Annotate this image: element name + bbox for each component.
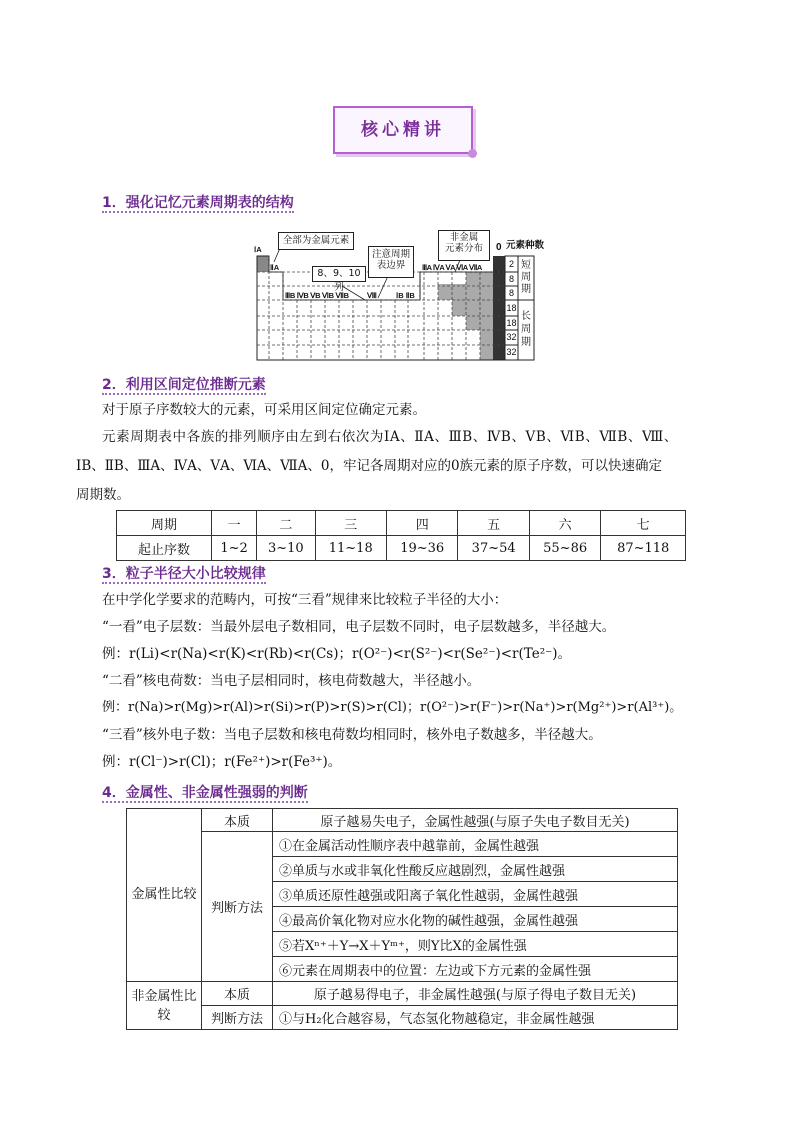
group-1a-label: ⅠA	[254, 245, 262, 254]
banner-title: 核心精讲	[361, 120, 445, 140]
metal-category: 金属性比较	[127, 809, 202, 982]
banner-dot-icon	[468, 149, 477, 158]
group-8-label: Ⅷ	[367, 291, 377, 300]
s2-paragraph-1: 对于原子序数较大的元素，可采用区间定位确定元素。	[102, 402, 426, 418]
table-row	[127, 1006, 678, 1030]
nonmetal-rule-1: ①与H₂化合越容易，气态氢化物越稳定，非金属性越强	[273, 1006, 678, 1030]
s2-paragraph-2c: 周期数。	[76, 487, 130, 503]
element-count-header: 元素种数	[506, 240, 545, 251]
count-period-4: 18	[506, 303, 517, 313]
callout-table-border: 注意周期 表边界	[368, 246, 414, 278]
period-4: 四	[386, 511, 457, 536]
s3-paragraph-3: “二看”核电荷数：当电子层相同时，核电荷数越大，半径越小。	[102, 673, 481, 689]
period-range-table	[116, 510, 686, 561]
metal-method-label: 判断方法	[202, 832, 273, 982]
halogen-column	[480, 272, 493, 360]
range-4: 19~36	[386, 536, 457, 561]
period-6: 六	[529, 511, 600, 536]
section-3-title: 3．粒子半径大小比较规律	[102, 566, 266, 582]
metal-essence: 原子越易失电子，金属性越强(与原子失电子数目无关)	[273, 809, 678, 832]
s3-example-2: 例：r(Na)>r(Mg)>r(Al)>r(Si)>r(P)>r(S)>r(Cl)；r(O²⁻)>r(F⁻)>r(Na⁺)>r(Mg²⁺)>r(Al³⁺)。	[102, 700, 683, 715]
table-row	[117, 536, 686, 561]
count-period-3: 8	[508, 288, 514, 298]
range-2: 3~10	[257, 536, 315, 561]
range-1: 1~2	[212, 536, 257, 561]
s3-example-1: 例：r(Li)<r(Na)<r(K)<r(Rb)<r(Cs)；r(O²⁻)<r(S²⁻)<r(Se²⁻)<r(Te²⁻)。	[102, 646, 572, 662]
nonmetal-essence-label: 本质	[202, 982, 273, 1006]
core-banner	[333, 106, 473, 154]
period-7: 七	[601, 511, 686, 536]
group-0-label: 0	[496, 242, 502, 253]
metal-rule-1: ①在金属活动性顺序表中越靠前，金属性越强	[273, 832, 678, 857]
header-period: 周期	[117, 511, 212, 536]
range-6: 55~86	[529, 536, 600, 561]
table-row	[117, 511, 686, 536]
count-period-1: 2	[508, 259, 514, 269]
period-3: 三	[315, 511, 386, 536]
count-period-6: 32	[506, 332, 517, 342]
group-1b-2b-label: ⅠB ⅡB	[396, 291, 415, 300]
metal-essence-label: 本质	[202, 809, 273, 832]
periodic-table-diagram	[250, 226, 550, 362]
h-cell	[257, 256, 269, 272]
callout-8-9-10: 8、9、10列	[312, 266, 366, 282]
range-3: 11~18	[315, 536, 386, 561]
count-period-7: 32	[506, 347, 517, 357]
group-2a-label: ⅡA	[270, 263, 280, 272]
metal-rule-2: ②单质与水或非氧化性酸反应越剧烈，金属性越强	[273, 857, 678, 882]
count-period-5: 18	[506, 318, 517, 328]
period-1: 一	[212, 511, 257, 536]
metal-nonmetal-table	[126, 808, 678, 1030]
nonmetal-essence: 原子越易得电子，非金属性越强(与原子得电子数目无关)	[273, 982, 678, 1006]
header-range: 起止序数	[117, 536, 212, 561]
element-count-column	[505, 256, 518, 360]
nonmetal-method-label: 判断方法	[202, 1006, 273, 1030]
metal-rule-5: ⑤若Xⁿ⁺＋Y→X＋Yᵐ⁺，则Y比X的金属性强	[273, 932, 678, 957]
s2-paragraph-2a: 元素周期表中各族的排列顺序由左到右依次为ⅠA、ⅡA、ⅢB、ⅣB、ⅤB、ⅥB、ⅦB、Ⅷ、	[102, 429, 678, 445]
group-3b-7b-label: ⅢB ⅣB ⅤB ⅥB ⅦB	[285, 291, 349, 300]
period-5: 五	[458, 511, 529, 536]
s3-example-3: 例：r(Cl⁻)>r(Cl)；r(Fe²⁺)>r(Fe³⁺)。	[102, 754, 342, 770]
count-period-2: 8	[508, 274, 514, 284]
callout-nonmetal: 非金属 元素分布	[438, 230, 490, 261]
table-row	[127, 832, 678, 857]
table-row	[127, 982, 678, 1006]
s3-paragraph-2: “一看”电子层数：当最外层电子数相同，电子层数不同时，电子层数越多，半径越大。	[102, 619, 616, 635]
s2-paragraph-2b: ⅠB、ⅡB、ⅢA、ⅣA、ⅤA、ⅥA、ⅦA、0，牢记各周期对应的0族元素的原子序数，可以快速确定	[76, 458, 663, 474]
s3-paragraph-1: 在中学化学要求的范畴内，可按“三看”规律来比较粒子半径的大小：	[102, 592, 508, 608]
nonmetal-category: 非金属性比较	[127, 982, 202, 1030]
metal-rule-4: ④最高价氧化物对应水化物的碱性越强，金属性越强	[273, 907, 678, 932]
period-2: 二	[257, 511, 315, 536]
range-7: 87~118	[601, 536, 686, 561]
group-3a-7a-label: ⅢA ⅣA ⅤA ⅥA ⅦA	[422, 263, 482, 272]
metal-rule-3: ③单质还原性越强或阳离子氧化性越弱，金属性越强	[273, 882, 678, 907]
section-4-title: 4．金属性、非金属性强弱的判断	[102, 785, 308, 801]
callout-all-metal: 全部为金属元素	[278, 232, 354, 250]
nonmetal-cells-6	[466, 272, 480, 330]
short-period-label: 短周期	[521, 260, 531, 295]
s3-paragraph-4: “三看”核外电子数：当电子层数和核电荷数均相同时，核外电子数越多，半径越大。	[102, 727, 602, 743]
table-row	[127, 809, 678, 832]
long-period-label: 长周期	[521, 311, 531, 348]
metal-rule-6: ⑥元素在周期表中的位置：左边或下方元素的金属性强	[273, 957, 678, 982]
section-1-title: 1．强化记忆元素周期表的结构	[102, 195, 294, 211]
range-5: 37~54	[458, 536, 529, 561]
section-2-title: 2．利用区间定位推断元素	[102, 377, 266, 393]
